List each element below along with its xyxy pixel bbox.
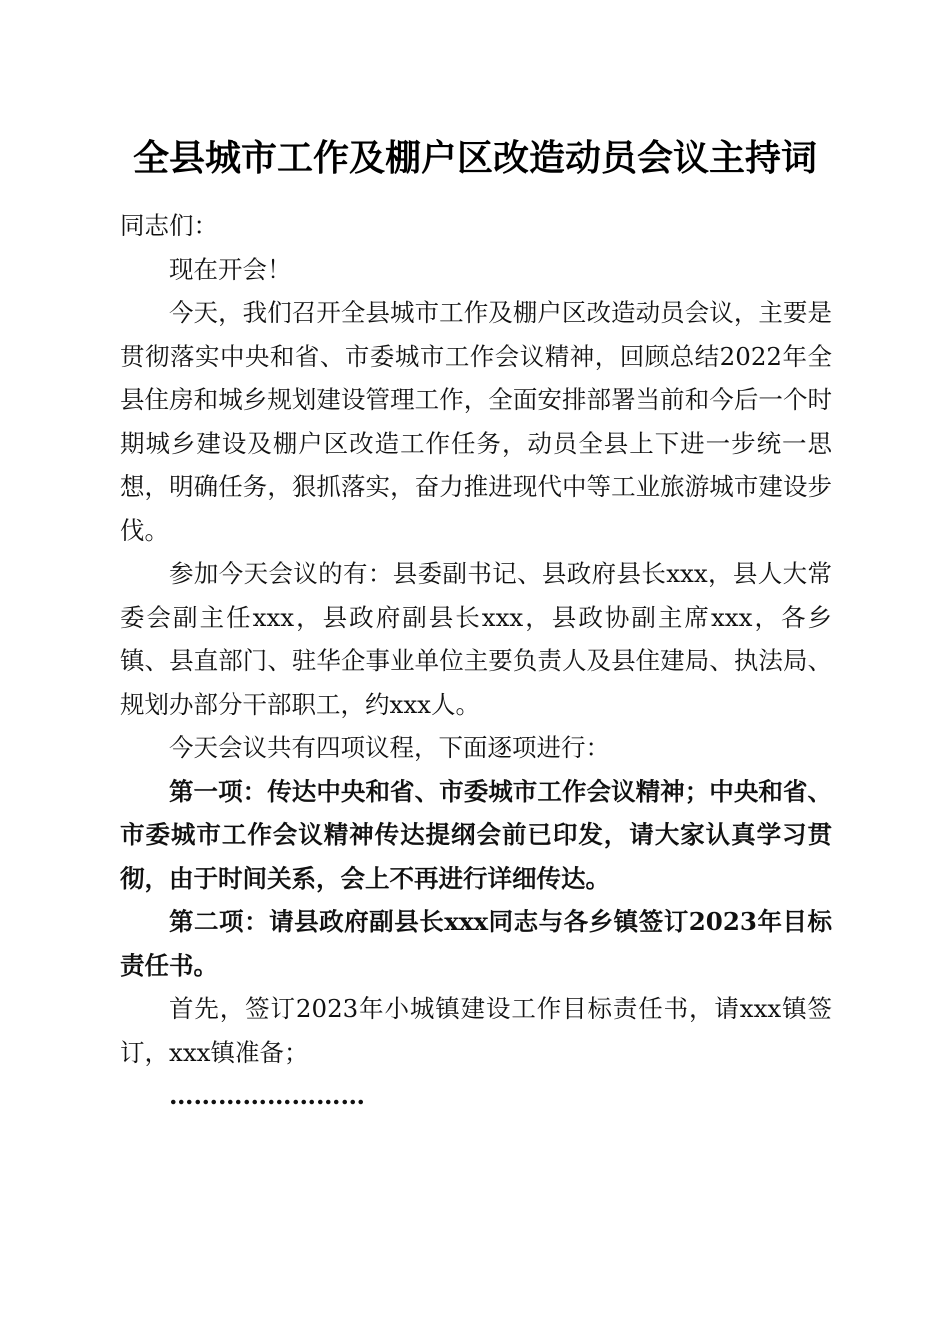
paragraph-meeting-purpose: 今天，我们召开全县城市工作及棚户区改造动员会议，主要是贯彻落实中央和省、市委城市工作会议精神，回顾总结2022年全县住房和城乡规划建设管理工作，全面安排部署当前和今后一个时期城乡建设及棚户区改造工作任务，动员全县上下进一步统一思想，明确任务，狠抓落实，奋力推进现代中等工业旅游城市建设步伐。 [120, 298, 832, 545]
document-title: 全县城市工作及棚户区改造动员会议主持词 [132, 137, 817, 179]
paragraph-attendees: 参加今天会议的有：县委副书记、县政府县长xxx，县人大常委会副主任xxx，县政府副县长xxx，县政协副主席xxx，各乡镇、县直部门、驻华企事业单位主要负责人及县住建局、执法局、规划办部分干部职工，约xxx人。 [120, 559, 832, 719]
ellipsis-continuation: …………………… [169, 1081, 365, 1110]
paragraph-open-meeting: 现在开会！ [169, 254, 292, 284]
salutation: 同志们： [120, 211, 218, 240]
document-body [120, 204, 832, 1118]
paragraph-agenda-item-1: 第一项：传达中央和省、市委城市工作会议精神；中央和省、市委城市工作会议精神传达提纲会前已印发，请大家认真学习贯彻，由于时间关系，会上不再进行详细传达。 [120, 776, 832, 893]
paragraph-agenda-intro: 今天会议共有四项议程，下面逐项进行： [169, 733, 610, 762]
paragraph-signing-first: 首先，签订2023年小城镇建设工作目标责任书，请xxx镇签订，xxx镇准备； [120, 994, 832, 1067]
paragraph-agenda-item-2: 第二项：请县政府副县长xxx同志与各乡镇签订2023年目标责任书。 [120, 907, 832, 980]
